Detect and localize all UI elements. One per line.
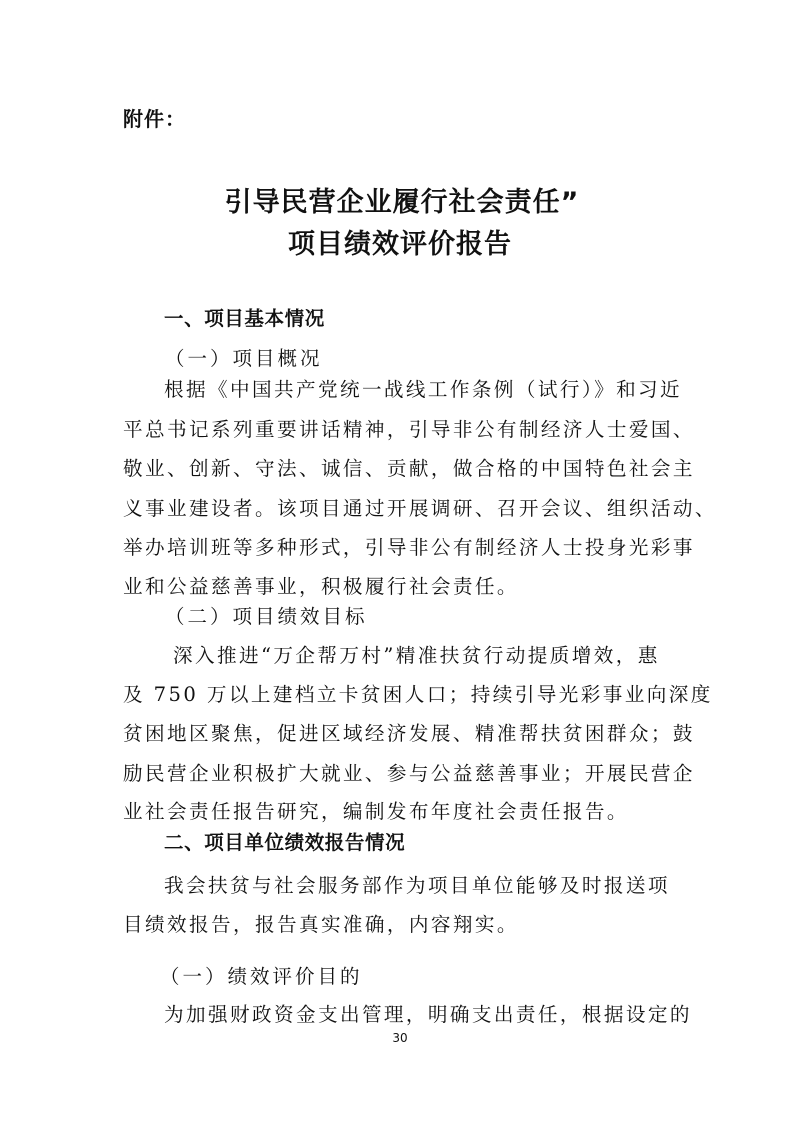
section-1-heading: 一、项目基本情况 <box>164 307 325 330</box>
paragraph-1-line-1: 根据《中国共产党统一战线工作条例（试行）》和习近 <box>164 378 683 401</box>
document-title-line-2: 项目绩效评价报告 <box>288 229 512 260</box>
paragraph-1-line-2: 平总书记系列重要讲话精神，引导非公有制经济人士爱国、 <box>123 418 695 441</box>
subsection-1-2-heading: （二）项目绩效目标 <box>165 605 368 628</box>
subsection-1-1-heading: （一）项目概况 <box>165 347 323 370</box>
paragraph-1-line-4: 义事业建设者。该项目通过开展调研、召开会议、组织活动、 <box>123 497 717 520</box>
paragraph-1-line-3: 敬业、创新、守法、诚信、贡献，做合格的中国特色社会主 <box>123 457 695 480</box>
paragraph-2-line-5: 业社会责任报告研究，编制发布年度社会责任报告。 <box>123 800 629 823</box>
paragraph-4-line-1: 为加强财政资金支出管理，明确支出责任，根据设定的 <box>164 1003 692 1026</box>
paragraph-2-line-2: 及 750 万以上建档立卡贫困人口；持续引导光彩事业向深度 <box>123 683 713 706</box>
attachment-label: 附件： <box>123 107 186 131</box>
paragraph-3-line-1: 我会扶贫与社会服务部作为项目单位能够及时报送项 <box>164 874 670 897</box>
section-2-heading: 二、项目单位绩效报告情况 <box>164 831 406 854</box>
document-title-line-1: 引导民营企业履行社会责任” <box>224 187 580 218</box>
paragraph-3-line-2: 目绩效报告，报告真实准确，内容翔实。 <box>123 913 519 936</box>
paragraph-2-line-4: 励民营企业积极扩大就业、参与公益慈善事业；开展民营企 <box>123 762 695 785</box>
subsection-2-1-heading: （一）绩效评价目的 <box>160 965 363 988</box>
page-number: 30 <box>392 1031 408 1045</box>
paragraph-2-line-3: 贫困地区聚焦，促进区域经济发展、精准帮扶贫困群众；鼓 <box>123 722 695 745</box>
paragraph-1-line-6: 业和公益慈善事业，积极履行社会责任。 <box>123 575 519 598</box>
paragraph-1-line-5: 举办培训班等多种形式，引导非公有制经济人士投身光彩事 <box>123 536 695 559</box>
paragraph-2-line-1: 深入推进“万企帮万村”精准扶贫行动提质增效，惠 <box>173 644 660 667</box>
